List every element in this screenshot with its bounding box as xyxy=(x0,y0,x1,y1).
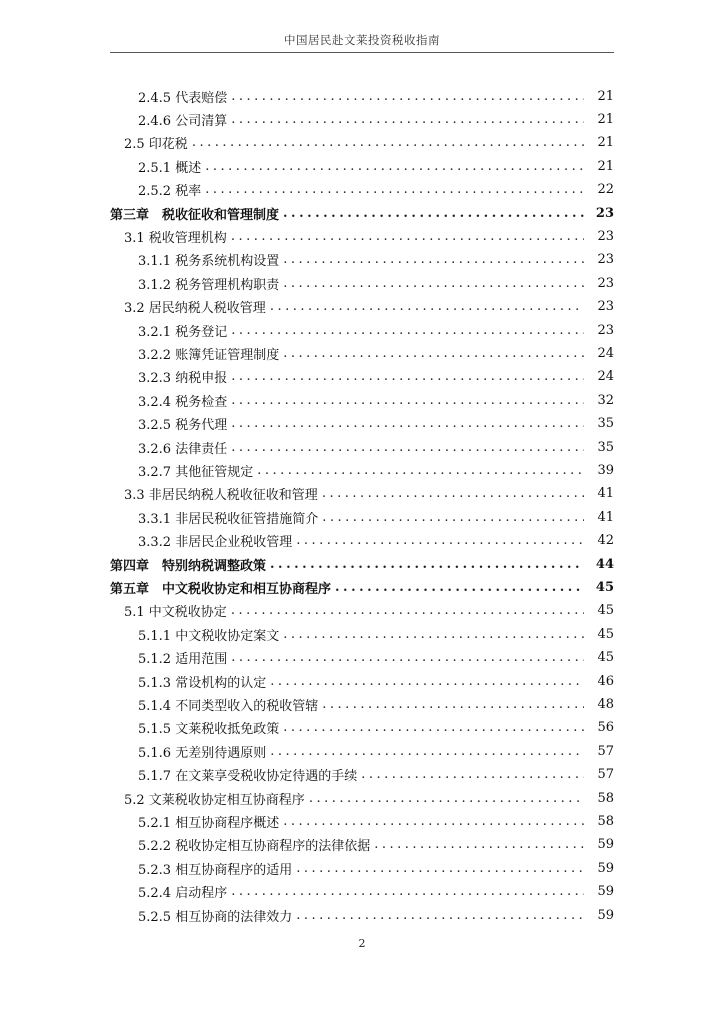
toc-entry-label: 5.2 文莱税收协定相互协商程序 xyxy=(124,792,305,808)
toc-leader-dots xyxy=(270,299,584,314)
toc-entry[interactable] xyxy=(0,648,724,668)
toc-entry-label: 5.1.7 在文莱享受税收协定待遇的手续 xyxy=(138,769,358,785)
toc-leader-dots xyxy=(192,135,584,150)
toc-leader-dots xyxy=(231,650,584,665)
toc-entry[interactable] xyxy=(0,858,724,878)
toc-entry-label: 5.1 中文税收协定 xyxy=(124,605,227,621)
toc-entry-page: 21 xyxy=(597,88,614,104)
toc-entry-page: 35 xyxy=(597,416,614,432)
toc-entry[interactable] xyxy=(0,531,724,551)
toc-entry-page: 56 xyxy=(597,720,614,736)
toc-entry-label: 第五章 中文税收协定和相互协商程序 xyxy=(110,581,332,597)
toc-entry-label: 3.2.4 税务检查 xyxy=(138,394,228,410)
toc-leader-dots xyxy=(231,884,584,899)
toc-entry-label: 3.3.2 非居民企业税收管理 xyxy=(138,535,293,551)
toc-entry[interactable] xyxy=(0,577,724,597)
toc-entry[interactable] xyxy=(0,203,724,223)
toc-leader-dots xyxy=(283,276,584,291)
toc-entry[interactable] xyxy=(0,671,724,691)
toc-entry[interactable] xyxy=(0,835,724,855)
toc-entry-page: 39 xyxy=(597,462,614,478)
toc-entry-page: 46 xyxy=(597,673,614,689)
toc-entry-label: 3.2.6 法律责任 xyxy=(138,441,228,457)
toc-entry-label: 2.4.5 代表赔偿 xyxy=(138,90,228,106)
toc-entry-label: 5.1.6 无差别待遇原则 xyxy=(138,745,267,761)
toc-entry-page: 45 xyxy=(597,603,614,619)
toc-entry[interactable] xyxy=(0,460,724,480)
toc-entry[interactable] xyxy=(0,414,724,434)
toc-entry[interactable] xyxy=(0,226,724,246)
toc-entry[interactable] xyxy=(0,320,724,340)
toc-leader-dots xyxy=(205,182,584,197)
toc-leader-dots xyxy=(270,557,584,572)
toc-leader-dots xyxy=(231,112,584,127)
toc-leader-dots xyxy=(283,814,584,829)
toc-entry-label: 5.1.3 常设机构的认定 xyxy=(138,675,267,691)
toc-entry-page: 57 xyxy=(597,743,614,759)
toc-entry-page: 41 xyxy=(597,509,614,525)
toc-entry-label: 2.5 印花税 xyxy=(124,137,188,153)
toc-leader-dots xyxy=(322,697,584,712)
toc-leader-dots xyxy=(270,674,584,689)
toc-entry-page: 59 xyxy=(597,860,614,876)
toc-entry-label: 5.2.2 税收协定相互协商程序的法律依据 xyxy=(138,839,371,855)
toc-entry-page: 44 xyxy=(595,556,614,572)
toc-entry[interactable] xyxy=(0,156,724,176)
toc-entry-label: 5.1.1 中文税收协定案文 xyxy=(138,628,280,644)
toc-entry-page: 58 xyxy=(597,813,614,829)
toc-entry-page: 21 xyxy=(597,135,614,151)
toc-entry-label: 3.2.3 纳税申报 xyxy=(138,371,228,387)
toc-leader-dots xyxy=(322,486,584,501)
toc-entry[interactable] xyxy=(0,554,724,574)
toc-entry-label: 第三章 税收征收和管理制度 xyxy=(110,207,280,223)
toc-entry[interactable] xyxy=(0,343,724,363)
toc-entry-page: 45 xyxy=(597,650,614,666)
toc-entry-page: 59 xyxy=(597,837,614,853)
toc-entry-label: 3.1 税收管理机构 xyxy=(124,230,227,246)
toc-entry[interactable] xyxy=(0,741,724,761)
toc-entry-label: 2.4.6 公司清算 xyxy=(138,113,228,129)
toc-entry-page: 41 xyxy=(597,486,614,502)
toc-entry-page: 23 xyxy=(597,228,614,244)
toc-entry-page: 32 xyxy=(597,392,614,408)
header-rule xyxy=(110,52,614,53)
toc-entry-label: 5.1.2 适用范围 xyxy=(138,652,228,668)
toc-leader-dots xyxy=(322,510,584,525)
toc-entry-label: 5.2.5 相互协商的法律效力 xyxy=(138,909,293,925)
toc-leader-dots xyxy=(231,323,584,338)
toc-entry[interactable] xyxy=(0,905,724,925)
toc-entry[interactable] xyxy=(0,788,724,808)
toc-leader-dots xyxy=(283,252,584,267)
toc-entry[interactable] xyxy=(0,109,724,129)
toc-entry-page: 23 xyxy=(597,275,614,291)
toc-leader-dots xyxy=(231,89,584,104)
toc-entry-page: 23 xyxy=(597,252,614,268)
toc-leader-dots xyxy=(257,463,584,478)
toc-entry[interactable] xyxy=(0,601,724,621)
toc-leader-dots xyxy=(283,206,584,221)
toc-entry-page: 59 xyxy=(597,884,614,900)
running-header: 中国居民赴文莱投资税收指南 xyxy=(284,33,440,47)
toc-entry-label: 5.1.5 文莱税收抵免政策 xyxy=(138,722,280,738)
toc-entry[interactable] xyxy=(0,367,724,387)
toc-entry-page: 21 xyxy=(597,111,614,127)
toc-entry-page: 45 xyxy=(597,626,614,642)
toc-entry-page: 42 xyxy=(597,533,614,549)
toc-entry[interactable] xyxy=(0,765,724,785)
toc-leader-dots xyxy=(231,393,584,408)
page-number: 2 xyxy=(358,937,366,950)
toc-entry[interactable] xyxy=(0,250,724,270)
toc-entry-page: 23 xyxy=(597,299,614,315)
toc-entry-page: 57 xyxy=(597,767,614,783)
toc-entry-label: 2.5.1 概述 xyxy=(138,160,202,176)
toc-entry-label: 3.3.1 非居民税收征管措施简介 xyxy=(138,511,319,527)
toc-leader-dots xyxy=(296,533,584,548)
toc-leader-dots xyxy=(296,908,584,923)
toc-entry-label: 3.2.7 其他征管规定 xyxy=(138,464,254,480)
toc-leader-dots xyxy=(270,744,584,759)
toc-entry-page: 24 xyxy=(597,369,614,385)
toc-entry[interactable] xyxy=(0,882,724,902)
toc-entry-page: 23 xyxy=(597,322,614,338)
toc-entry-label: 3.3 非居民纳税人税收征收和管理 xyxy=(124,488,318,504)
toc-leader-dots xyxy=(374,837,584,852)
toc-entry-page: 22 xyxy=(597,182,614,198)
toc-entry-page: 45 xyxy=(595,579,614,595)
toc-entry[interactable] xyxy=(0,86,724,106)
toc-entry-label: 5.1.4 不同类型收入的税收管辖 xyxy=(138,698,319,714)
toc-entry-label: 3.2.1 税务登记 xyxy=(138,324,228,340)
toc-leader-dots xyxy=(283,627,584,642)
toc-entry[interactable] xyxy=(0,811,724,831)
toc-entry-page: 35 xyxy=(597,439,614,455)
toc-entry[interactable] xyxy=(0,718,724,738)
toc-entry[interactable] xyxy=(0,390,724,410)
toc-leader-dots xyxy=(231,416,584,431)
toc-entry-page: 23 xyxy=(595,205,614,221)
toc-entry-label: 3.2.5 税务代理 xyxy=(138,418,228,434)
toc-leader-dots xyxy=(335,580,584,595)
toc-leader-dots xyxy=(231,369,584,384)
toc-entry-label: 2.5.2 税率 xyxy=(138,184,202,200)
toc-entry-page: 59 xyxy=(597,907,614,923)
toc-entry[interactable] xyxy=(0,133,724,153)
toc-entry-label: 5.2.3 相互协商程序的适用 xyxy=(138,862,293,878)
toc-entry-label: 3.1.2 税务管理机构职责 xyxy=(138,277,280,293)
toc-entry[interactable] xyxy=(0,484,724,504)
toc-leader-dots xyxy=(231,603,584,618)
toc-entry[interactable] xyxy=(0,624,724,644)
toc-entry-page: 48 xyxy=(597,696,614,712)
toc-entry-label: 3.2.2 账簿凭证管理制度 xyxy=(138,347,280,363)
toc-leader-dots xyxy=(231,440,584,455)
toc-entry[interactable] xyxy=(0,273,724,293)
toc-entry-label: 5.2.1 相互协商程序概述 xyxy=(138,815,280,831)
toc-leader-dots xyxy=(283,720,584,735)
toc-leader-dots xyxy=(231,229,584,244)
toc-entry[interactable] xyxy=(0,507,724,527)
toc-entry[interactable] xyxy=(0,180,724,200)
toc-entry[interactable] xyxy=(0,297,724,317)
toc-leader-dots xyxy=(205,159,584,174)
toc-entry-label: 3.2 居民纳税人税收管理 xyxy=(124,301,266,317)
toc-entry-label: 第四章 特别纳税调整政策 xyxy=(110,558,267,574)
toc-entry-label: 3.1.1 税务系统机构设置 xyxy=(138,254,280,270)
toc-entry[interactable] xyxy=(0,694,724,714)
toc-entry-label: 5.2.4 启动程序 xyxy=(138,886,228,902)
toc-entry-page: 58 xyxy=(597,790,614,806)
toc-leader-dots xyxy=(361,767,584,782)
toc-entry-page: 21 xyxy=(597,158,614,174)
toc-entry[interactable] xyxy=(0,437,724,457)
toc-leader-dots xyxy=(309,791,584,806)
toc-leader-dots xyxy=(296,861,584,876)
toc-entry-page: 24 xyxy=(597,345,614,361)
toc-leader-dots xyxy=(283,346,584,361)
